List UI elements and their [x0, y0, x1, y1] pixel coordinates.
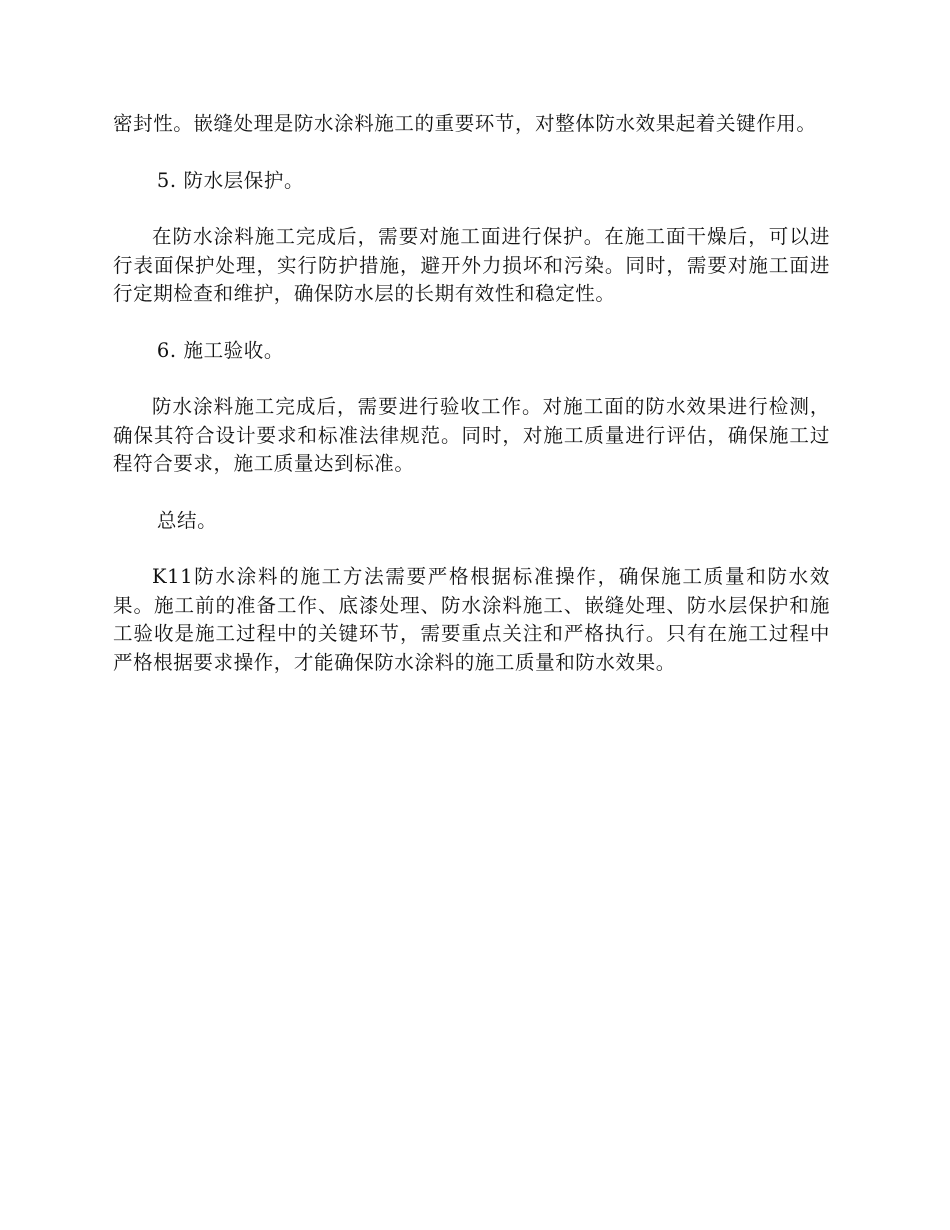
heading-construction-acceptance: 6. 施工验收。 — [156, 338, 284, 362]
paragraph-summary: K11防水涂料的施工方法需要严格根据标准操作，确保施工质量和防水效果。施工前的准备工作、底漆处理、防水涂料施工、嵌缝处理、防水层保护和施工验收是施工过程中的关键环节，需要重点关注和严格执行。只有在施工过程中严格根据要求操作，才能确保防水涂料的施工质量和防水效果。 — [113, 565, 830, 674]
document-page — [113, 110, 830, 705]
heading-summary: 总结。 — [156, 508, 218, 532]
heading-waterproof-layer-protection: 5. 防水层保护。 — [156, 168, 305, 192]
paragraph-layer-protection: 在防水涂料施工完成后，需要对施工面进行保护。在施工面干燥后，可以进行表面保护处理，实行防护措施，避开外力损坏和污染。同时，需要对施工面进行定期检查和维护，确保防水层的长期有效性和稳定性。 — [113, 225, 830, 305]
paragraph-sealing-continued: 密封性。嵌缝处理是防水涂料施工的重要环节，对整体防水效果起着关键作用。 — [113, 112, 817, 135]
paragraph-acceptance: 防水涂料施工完成后，需要进行验收工作。对施工面的防水效果进行检测，确保其符合设计要求和标准法律规范。同时，对施工质量进行评估，确保施工过程符合要求，施工质量达到标准。 — [113, 395, 830, 475]
